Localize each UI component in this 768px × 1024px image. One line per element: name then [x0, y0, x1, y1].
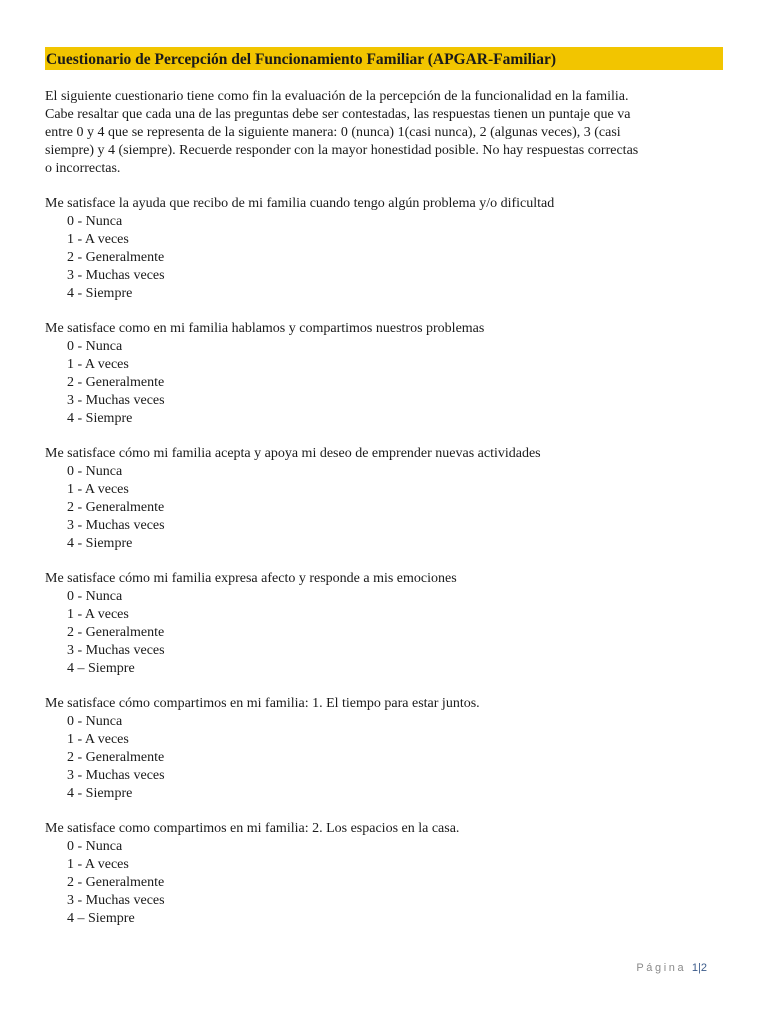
- intro-line: entre 0 y 4 que se representa de la siguiente manera: 0 (nunca) 1(casi nunca), 2 (algunas veces), 3 (casi: [45, 125, 621, 140]
- question-text: Me satisface la ayuda que recibo de mi familia cuando tengo algún problema y/o dificultad: [45, 196, 555, 211]
- answer-option: 4 - Siempre: [67, 286, 133, 301]
- answer-options: [45, 713, 723, 803]
- question-text: Me satisface cómo mi familia expresa afecto y responde a mis emociones: [45, 571, 457, 586]
- answer-option: 0 - Nunca: [67, 214, 123, 229]
- answer-option: 3 - Muchas veces: [67, 393, 165, 408]
- page-footer: [636, 962, 707, 974]
- question-block: [45, 820, 723, 928]
- intro-paragraph: [45, 88, 723, 178]
- intro-line: Cabe resaltar que cada una de las preguntas debe ser contestadas, las respuestas tienen un puntaje que va: [45, 107, 631, 122]
- answer-option: 1 - A veces: [67, 857, 129, 872]
- page-label: Página: [636, 962, 687, 974]
- question-text: Me satisface cómo compartimos en mi familia: 1. El tiempo para estar juntos.: [45, 696, 480, 711]
- answer-options: [45, 338, 723, 428]
- answer-option: 0 - Nunca: [67, 714, 123, 729]
- answer-option: 0 - Nunca: [67, 464, 123, 479]
- answer-options: [45, 838, 723, 928]
- answer-option: 2 - Generalmente: [67, 375, 165, 390]
- answer-option: 1 - A veces: [67, 357, 129, 372]
- answer-option: 3 - Muchas veces: [67, 643, 165, 658]
- answer-options: [45, 213, 723, 303]
- answer-option: 0 - Nunca: [67, 839, 123, 854]
- question-block: [45, 445, 723, 553]
- answer-option: 0 - Nunca: [67, 589, 123, 604]
- answer-option: 3 - Muchas veces: [67, 268, 165, 283]
- answer-option: 0 - Nunca: [67, 339, 123, 354]
- answer-option: 1 - A veces: [67, 232, 129, 247]
- question-text: Me satisface cómo mi familia acepta y apoya mi deseo de emprender nuevas actividades: [45, 446, 541, 461]
- answer-option: 1 - A veces: [67, 482, 129, 497]
- question-block: [45, 195, 723, 303]
- question-list: [45, 195, 723, 928]
- question-block: [45, 320, 723, 428]
- answer-option: 2 - Generalmente: [67, 625, 165, 640]
- answer-option: 2 - Generalmente: [67, 250, 165, 265]
- intro-line: siempre) y 4 (siempre). Recuerde responder con la mayor honestidad posible. No hay respuestas correctas: [45, 143, 639, 158]
- answer-option: 4 - Siempre: [67, 536, 133, 551]
- page-total: 2: [700, 962, 707, 974]
- answer-option: 3 - Muchas veces: [67, 768, 165, 783]
- question-block: [45, 570, 723, 678]
- answer-option: 3 - Muchas veces: [67, 518, 165, 533]
- answer-option: 4 - Siempre: [67, 411, 133, 426]
- question-block: [45, 695, 723, 803]
- answer-option: 2 - Generalmente: [67, 750, 165, 765]
- answer-option: 4 – Siempre: [67, 661, 135, 676]
- page-separator: |: [698, 962, 701, 974]
- answer-option: 1 - A veces: [67, 732, 129, 747]
- document-title: Cuestionario de Percepción del Funcionamiento Familiar (APGAR-Familiar): [45, 47, 723, 70]
- page-number: 1: [691, 962, 699, 974]
- answer-options: [45, 463, 723, 553]
- intro-line: El siguiente cuestionario tiene como fin la evaluación de la percepción de la funcionalidad en la familia.: [45, 89, 629, 104]
- question-text: Me satisface como en mi familia hablamos y compartimos nuestros problemas: [45, 321, 485, 336]
- answer-option: 4 - Siempre: [67, 786, 133, 801]
- answer-option: 2 - Generalmente: [67, 875, 165, 890]
- answer-option: 1 - A veces: [67, 607, 129, 622]
- answer-options: [45, 588, 723, 678]
- answer-option: 2 - Generalmente: [67, 500, 165, 515]
- document-page: [45, 47, 723, 928]
- answer-option: 4 – Siempre: [67, 911, 135, 926]
- answer-option: 3 - Muchas veces: [67, 893, 165, 908]
- question-text: Me satisface como compartimos en mi familia: 2. Los espacios en la casa.: [45, 821, 460, 836]
- intro-line: o incorrectas.: [45, 161, 121, 176]
